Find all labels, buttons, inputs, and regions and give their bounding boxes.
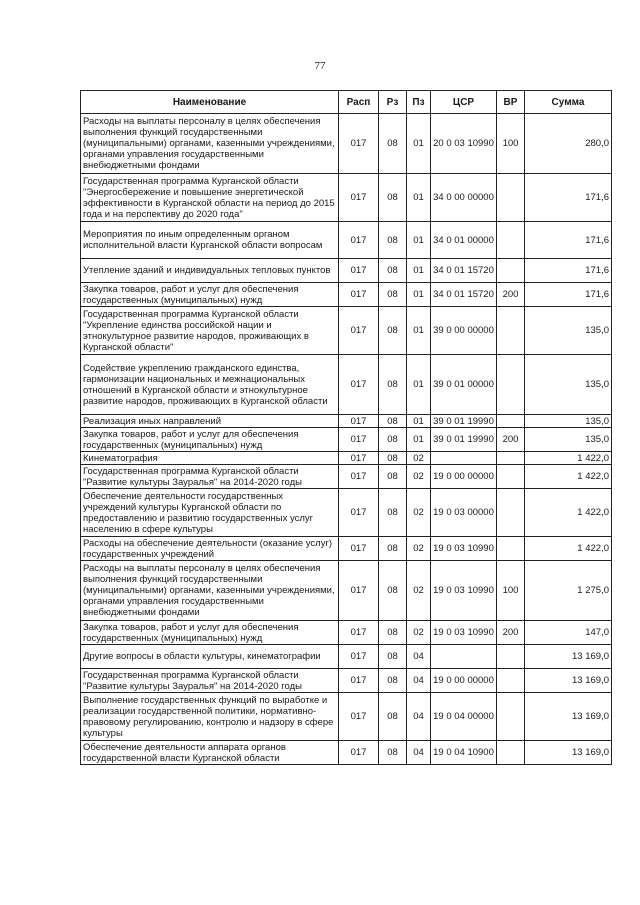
row-csr: 19 0 04 10900	[431, 741, 497, 765]
table-row	[81, 621, 612, 645]
row-sum: 13 169,0	[525, 741, 612, 765]
row-pz: 02	[407, 452, 431, 465]
row-sum: 171,6	[525, 222, 612, 259]
row-rasp: 017	[339, 693, 379, 741]
row-rz: 08	[379, 283, 407, 307]
table-row	[81, 465, 612, 489]
row-csr: 19 0 00 00000	[431, 465, 497, 489]
row-rz: 08	[379, 259, 407, 283]
row-rz: 08	[379, 669, 407, 693]
table-row	[81, 669, 612, 693]
row-vr: 200	[497, 283, 525, 307]
row-sum: 135,0	[525, 428, 612, 452]
table-row	[81, 537, 612, 561]
row-vr: 200	[497, 621, 525, 645]
row-rz: 08	[379, 452, 407, 465]
row-rasp: 017	[339, 174, 379, 222]
table-row	[81, 741, 612, 765]
row-name: Выполнение государственных функций по выработке и реализации государственной политики, нормативно-правовому регулированию, контролю и надзору в сфере культуры	[81, 693, 339, 741]
row-name: Расходы на обеспечение деятельности (оказание услуг) государственных учреждений	[81, 537, 339, 561]
row-csr: 34 0 01 00000	[431, 222, 497, 259]
row-sum: 135,0	[525, 307, 612, 355]
row-vr	[497, 741, 525, 765]
row-name: Закупка товаров, работ и услуг для обеспечения государственных (муниципальных) нужд	[81, 621, 339, 645]
row-pz: 01	[407, 222, 431, 259]
row-pz: 01	[407, 174, 431, 222]
row-vr: 200	[497, 428, 525, 452]
row-rz: 08	[379, 489, 407, 537]
row-vr	[497, 645, 525, 669]
row-sum: 171,6	[525, 259, 612, 283]
row-sum: 1 422,0	[525, 489, 612, 537]
row-csr: 39 0 01 19990	[431, 428, 497, 452]
row-name: Расходы на выплаты персоналу в целях обеспечения выполнения функций государственными (муниципальными) органами, казенными учреждениями, органами управления государственными внебюджетными фондами	[81, 561, 339, 621]
row-rz: 08	[379, 741, 407, 765]
row-rasp: 017	[339, 222, 379, 259]
row-csr: 39 0 01 19990	[431, 415, 497, 428]
table-row	[81, 259, 612, 283]
row-name: Обеспечение деятельности аппарата органов государственной власти Курганской области	[81, 741, 339, 765]
table-row	[81, 428, 612, 452]
table-row	[81, 283, 612, 307]
row-rasp: 017	[339, 114, 379, 174]
row-rasp: 017	[339, 561, 379, 621]
row-vr: 100	[497, 561, 525, 621]
row-rz: 08	[379, 537, 407, 561]
row-rasp: 017	[339, 355, 379, 415]
row-rz: 08	[379, 621, 407, 645]
row-rz: 08	[379, 415, 407, 428]
table-header-row	[81, 91, 612, 114]
row-rasp: 017	[339, 741, 379, 765]
col-header-rz: Рз	[379, 91, 407, 114]
col-header-csr: ЦСР	[431, 91, 497, 114]
row-vr	[497, 537, 525, 561]
page-number: 77	[314, 60, 326, 72]
col-header-rasp: Расп	[339, 91, 379, 114]
row-rasp: 017	[339, 415, 379, 428]
row-pz: 02	[407, 489, 431, 537]
row-rasp: 017	[339, 537, 379, 561]
row-csr: 19 0 03 10990	[431, 561, 497, 621]
row-csr	[431, 645, 497, 669]
table-row	[81, 222, 612, 259]
row-pz: 04	[407, 669, 431, 693]
row-vr	[497, 415, 525, 428]
row-rasp: 017	[339, 428, 379, 452]
col-header-vr: ВР	[497, 91, 525, 114]
row-rasp: 017	[339, 259, 379, 283]
row-csr: 34 0 01 15720	[431, 259, 497, 283]
col-header-pz: Пз	[407, 91, 431, 114]
table-row	[81, 415, 612, 428]
row-rz: 08	[379, 561, 407, 621]
row-sum: 171,6	[525, 283, 612, 307]
row-sum: 1 422,0	[525, 465, 612, 489]
row-name: Реализация иных направлений	[81, 415, 339, 428]
row-rasp: 017	[339, 645, 379, 669]
row-sum: 13 169,0	[525, 645, 612, 669]
table-row	[81, 489, 612, 537]
row-name: Государственная программа Курганской области "Энергосбережение и повышение энергетической эффективности в Курганской области на период до 2015 года и на перспективу до 2020 года"	[81, 174, 339, 222]
row-vr	[497, 489, 525, 537]
row-pz: 02	[407, 537, 431, 561]
row-pz: 01	[407, 415, 431, 428]
table-row	[81, 693, 612, 741]
row-pz: 01	[407, 428, 431, 452]
row-rz: 08	[379, 428, 407, 452]
row-sum: 135,0	[525, 355, 612, 415]
row-rasp: 017	[339, 452, 379, 465]
row-sum: 1 275,0	[525, 561, 612, 621]
row-csr: 34 0 01 15720	[431, 283, 497, 307]
row-vr	[497, 307, 525, 355]
row-name: Государственная программа Курганской области "Развитие культуры Зауралья" на 2014-2020 годы	[81, 669, 339, 693]
row-name: Закупка товаров, работ и услуг для обеспечения государственных (муниципальных) нужд	[81, 428, 339, 452]
row-csr: 20 0 03 10990	[431, 114, 497, 174]
row-rz: 08	[379, 174, 407, 222]
row-rasp: 017	[339, 489, 379, 537]
row-csr: 19 0 03 10990	[431, 621, 497, 645]
row-csr	[431, 452, 497, 465]
row-pz: 04	[407, 645, 431, 669]
row-vr	[497, 259, 525, 283]
row-name: Расходы на выплаты персоналу в целях обеспечения выполнения функций государственными (муниципальными) органами, казенными учреждениями, органами управления государственными внебюджетными фондами	[81, 114, 339, 174]
row-pz: 02	[407, 621, 431, 645]
row-vr	[497, 693, 525, 741]
table-row	[81, 355, 612, 415]
row-vr: 100	[497, 114, 525, 174]
row-csr: 19 0 03 10990	[431, 537, 497, 561]
row-pz: 04	[407, 693, 431, 741]
row-sum: 13 169,0	[525, 693, 612, 741]
row-vr	[497, 174, 525, 222]
row-sum: 147,0	[525, 621, 612, 645]
row-pz: 01	[407, 355, 431, 415]
row-pz: 02	[407, 465, 431, 489]
row-name: Государственная программа Курганской области "Развитие культуры Зауралья" на 2014-2020 годы	[81, 465, 339, 489]
row-rasp: 017	[339, 465, 379, 489]
row-pz: 01	[407, 259, 431, 283]
row-name: Мероприятия по иным определенным органом исполнительной власти Курганской области вопросам	[81, 222, 339, 259]
row-rz: 08	[379, 114, 407, 174]
budget-table	[80, 90, 612, 765]
col-header-name: Наименование	[81, 91, 339, 114]
col-header-sum: Сумма	[525, 91, 612, 114]
row-name: Другие вопросы в области культуры, кинематографии	[81, 645, 339, 669]
row-rasp: 017	[339, 669, 379, 693]
row-sum: 1 422,0	[525, 537, 612, 561]
row-name: Закупка товаров, работ и услуг для обеспечения государственных (муниципальных) нужд	[81, 283, 339, 307]
row-sum: 1 422,0	[525, 452, 612, 465]
table-row	[81, 307, 612, 355]
row-rz: 08	[379, 307, 407, 355]
row-csr: 19 0 04 00000	[431, 693, 497, 741]
row-rasp: 017	[339, 307, 379, 355]
row-vr	[497, 465, 525, 489]
row-rasp: 017	[339, 283, 379, 307]
row-csr: 34 0 00 00000	[431, 174, 497, 222]
row-csr: 39 0 01 00000	[431, 355, 497, 415]
row-pz: 01	[407, 114, 431, 174]
row-rz: 08	[379, 645, 407, 669]
table-row	[81, 174, 612, 222]
row-sum: 280,0	[525, 114, 612, 174]
row-rz: 08	[379, 693, 407, 741]
row-pz: 02	[407, 561, 431, 621]
row-csr: 19 0 00 00000	[431, 669, 497, 693]
row-name: Кинематография	[81, 452, 339, 465]
row-vr	[497, 222, 525, 259]
row-name: Утепление зданий и индивидуальных тепловых пунктов	[81, 259, 339, 283]
row-pz: 04	[407, 741, 431, 765]
row-pz: 01	[407, 283, 431, 307]
row-rz: 08	[379, 222, 407, 259]
row-rasp: 017	[339, 621, 379, 645]
row-vr	[497, 452, 525, 465]
row-csr: 19 0 03 00000	[431, 489, 497, 537]
row-sum: 13 169,0	[525, 669, 612, 693]
row-sum: 135,0	[525, 415, 612, 428]
table-row	[81, 452, 612, 465]
row-name: Обеспечение деятельности государственных учреждений культуры Курганской области по предоставлению и развитию государственных услуг населению в сфере культуры	[81, 489, 339, 537]
row-name: Содействие укреплению гражданского единства, гармонизации национальных и межнациональных отношений в Курганской области и этнокультурное развитие народов, проживающих в Курганской области	[81, 355, 339, 415]
row-name: Государственная программа Курганской области "Укрепление единства российской нации и этнокультурное развитие народов, проживающих в Курганской области"	[81, 307, 339, 355]
row-pz: 01	[407, 307, 431, 355]
table-row	[81, 645, 612, 669]
row-vr	[497, 355, 525, 415]
row-rz: 08	[379, 355, 407, 415]
row-rz: 08	[379, 465, 407, 489]
table-row	[81, 114, 612, 174]
row-sum: 171,6	[525, 174, 612, 222]
table-row	[81, 561, 612, 621]
row-vr	[497, 669, 525, 693]
row-csr: 39 0 00 00000	[431, 307, 497, 355]
